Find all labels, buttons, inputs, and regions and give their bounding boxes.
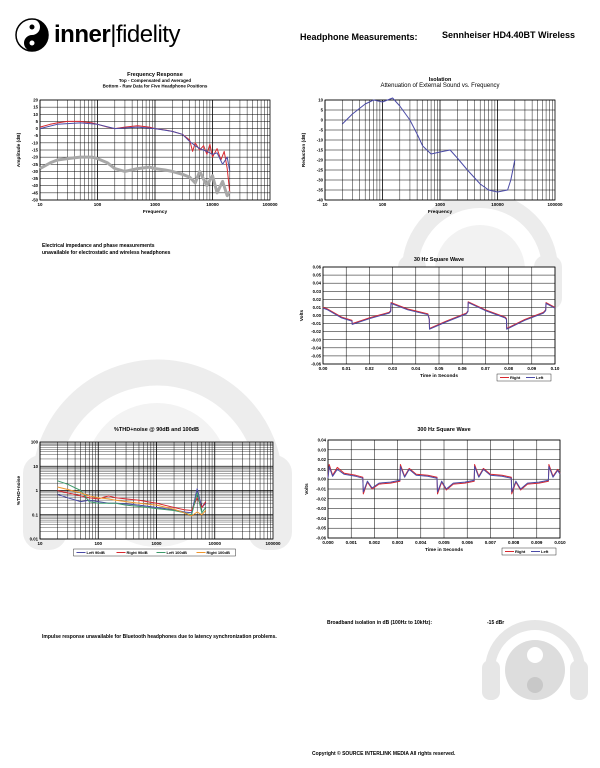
x-tick-label: 0.010 <box>554 540 566 545</box>
x-tick-label: 100 <box>378 202 387 207</box>
x-tick-label: 0.02 <box>365 366 374 371</box>
y-tick-label: 0.04 <box>312 280 321 286</box>
y-tick-label: -50 <box>31 197 38 203</box>
y-tick-label: -10 <box>316 137 323 143</box>
x-tick-label: 1000 <box>434 202 446 207</box>
chart-grid <box>40 100 270 200</box>
impedance-note <box>42 243 170 257</box>
y-tick-label: -45 <box>31 190 38 196</box>
logo <box>15 18 180 52</box>
x-axis-label: Time in Seconds <box>419 374 459 379</box>
chart-title: Frequency Response <box>127 72 183 78</box>
y-tick-label: -20 <box>31 154 38 160</box>
y-tick-label: -0.06 <box>311 361 321 367</box>
y-tick-label: -0.05 <box>316 525 326 531</box>
legend-label: Left <box>541 549 549 554</box>
y-tick-label: -0.01 <box>316 486 326 492</box>
chart-legend <box>502 548 556 555</box>
y-tick-label: 0.02 <box>317 457 326 463</box>
x-tick-label: 10000 <box>208 541 222 546</box>
broadband-isolation-label: Broadband isolation in dB (100Hz to 10kHz): <box>327 620 433 626</box>
y-tick-label: -15 <box>31 147 38 153</box>
x-tick-label: 0.003 <box>391 540 404 545</box>
chart-grid <box>323 267 555 364</box>
x-tick-label: 10 <box>37 541 43 546</box>
y-tick-label: 0.04 <box>317 437 326 443</box>
square-wave-300hz-chart <box>300 425 570 575</box>
isolation-chart <box>300 75 570 225</box>
y-tick-label: 0.00 <box>312 313 321 318</box>
y-tick-label: -15 <box>316 147 323 153</box>
y-tick-label: 15 <box>33 104 38 110</box>
chart-grid <box>40 442 273 539</box>
y-tick-label: 0.03 <box>317 447 326 453</box>
y-axis-label: Reduction (dB) <box>302 132 307 168</box>
x-tick-label: 0.004 <box>415 540 427 545</box>
y-tick-label: 0.01 <box>29 536 38 542</box>
x-tick-label: 0.10 <box>550 366 560 371</box>
legend-label: Right <box>510 375 521 380</box>
x-axis-label: Frequency <box>142 210 168 215</box>
chart-legend <box>74 549 236 556</box>
x-tick-label: 0.00 <box>318 366 328 371</box>
model-name: Sennheiser HD4.40BT Wireless <box>442 30 575 40</box>
y-tick-label: -30 <box>31 168 38 174</box>
y-tick-label: 1 <box>35 488 38 493</box>
y-axis-label: Amplitude (dB) <box>17 132 22 168</box>
chart-subtitle: Bottom - Raw Data for Five Headphone Positions <box>102 83 208 89</box>
y-axis-label: Volts <box>300 309 305 322</box>
y-tick-label: -30 <box>316 177 323 183</box>
y-tick-label: 0.01 <box>317 466 326 472</box>
legend-label: Left <box>536 375 544 380</box>
legend-label: Right <box>515 549 526 554</box>
y-tick-label: 20 <box>33 97 38 103</box>
y-tick-label: -0.02 <box>316 496 326 502</box>
y-tick-label: -35 <box>31 176 38 182</box>
chart-title: Isolation <box>428 77 452 83</box>
y-tick-label: -40 <box>316 197 323 203</box>
chart-subtitle: Top - Compensated and Averaged <box>118 78 192 83</box>
x-tick-label: 10000 <box>206 202 219 207</box>
y-tick-label: 0.06 <box>312 264 321 270</box>
x-tick-label: 0.08 <box>504 366 513 371</box>
x-tick-label: 10000 <box>491 202 504 207</box>
x-tick-label: 0.05 <box>434 366 444 371</box>
impedance-note-line-1: Electrical impedance and phase measurements <box>42 243 155 249</box>
y-tick-label: -20 <box>316 157 323 163</box>
y-tick-label: 0.00 <box>317 476 326 482</box>
y-tick-label: -0.01 <box>311 321 321 327</box>
yin-yang-logo-icon <box>15 18 49 52</box>
x-tick-label: 0.09 <box>527 366 537 371</box>
x-tick-label: 10 <box>37 202 43 207</box>
legend-label: Left 90dB <box>86 550 105 555</box>
legend-label: Right 90dB <box>126 550 148 555</box>
frequency-response-chart <box>10 70 290 230</box>
broadband-isolation-value: -15 dBr <box>487 620 505 626</box>
x-tick-label: 1000 <box>151 541 162 546</box>
copyright: Copyright © SOURCE INTERLINK MEDIA All rights reserved. <box>312 751 456 757</box>
y-tick-label: 0 <box>320 117 323 123</box>
thd-noise-chart <box>10 425 290 575</box>
impedance-note-line-2: unavailable for electrostatic and wireless headphones <box>42 250 171 256</box>
y-tick-label: -0.05 <box>311 353 321 359</box>
y-tick-label: -0.03 <box>316 506 326 512</box>
y-tick-label: 0.01 <box>312 304 321 310</box>
x-tick-label: 100000 <box>262 202 278 207</box>
y-tick-label: 5 <box>320 107 323 113</box>
y-tick-label: -35 <box>316 187 323 193</box>
logo-text-bold: inner <box>54 21 111 48</box>
x-tick-label: 0.005 <box>438 540 450 545</box>
x-tick-label: 1000 <box>149 202 161 207</box>
x-tick-label: 0.008 <box>507 540 520 545</box>
chart-title: %THD+noise @ 90dB and 100dB <box>114 427 199 433</box>
square-wave-30hz-chart <box>300 255 570 395</box>
x-tick-label: 0.001 <box>345 540 357 545</box>
x-tick-label: 0.006 <box>461 540 473 545</box>
x-tick-label: 100 <box>94 541 103 546</box>
legend-label: Left 100dB <box>166 550 187 555</box>
x-tick-label: 10 <box>322 202 328 207</box>
y-tick-label: -0.02 <box>311 329 321 335</box>
impulse-note: Impulse response unavailable for Bluetooth headphones due to latency synchronization problems. <box>42 634 277 640</box>
y-tick-label: 0 <box>35 126 38 132</box>
x-tick-label: 100 <box>93 202 102 207</box>
y-tick-label: -0.06 <box>316 535 326 541</box>
chart-title: 300 Hz Square Wave <box>417 427 471 433</box>
x-tick-label: 0.009 <box>531 540 543 545</box>
y-tick-label: 0.03 <box>312 288 321 294</box>
x-tick-label: 100000 <box>265 541 281 546</box>
y-tick-label: 10 <box>33 111 38 117</box>
chart-legend <box>497 374 551 381</box>
y-tick-label: 10 <box>318 97 323 103</box>
x-tick-label: 0.03 <box>388 366 397 371</box>
chart-subtitle: Attenuation of External Sound vs. Frequency <box>380 83 500 89</box>
x-tick-label: 0.06 <box>457 366 467 371</box>
x-tick-label: 0.002 <box>368 540 381 545</box>
y-tick-label: -0.04 <box>311 345 321 351</box>
y-tick-label: 5 <box>35 118 38 124</box>
page-title: Headphone Measurements: <box>300 32 418 42</box>
x-axis-label: Time in Seconds <box>424 548 464 553</box>
x-tick-label: 0.000 <box>322 540 334 545</box>
x-tick-label: 0.07 <box>481 366 490 371</box>
y-tick-label: 10 <box>33 463 38 469</box>
y-axis-label: Volts <box>305 483 310 495</box>
y-tick-label: -0.03 <box>311 337 321 343</box>
y-tick-label: -0.04 <box>316 515 326 521</box>
legend-label: Right 100dB <box>206 550 230 555</box>
x-tick-label: 0.01 <box>341 366 351 371</box>
y-tick-label: 0.02 <box>312 296 321 302</box>
x-tick-label: 100000 <box>547 202 563 207</box>
watermark-logo-icon <box>480 595 590 720</box>
logo-separator: | <box>110 21 116 48</box>
y-tick-label: -5 <box>34 133 38 139</box>
y-tick-label: -5 <box>319 127 323 133</box>
logo-text-thin: fidelity <box>115 21 180 48</box>
x-tick-label: 0.04 <box>411 366 421 371</box>
y-tick-label: 100 <box>30 439 38 445</box>
chart-grid <box>325 100 555 200</box>
y-axis-label: %THD+noise <box>17 475 22 506</box>
y-tick-label: 0.1 <box>32 512 38 518</box>
x-axis-label: Frequency <box>427 210 453 215</box>
y-tick-label: -40 <box>31 183 38 189</box>
y-tick-label: -25 <box>31 161 38 167</box>
y-tick-label: -10 <box>31 140 38 146</box>
x-tick-label: 0.007 <box>484 540 497 545</box>
y-tick-label: -25 <box>316 167 323 173</box>
y-tick-label: 0.05 <box>312 272 321 278</box>
chart-title: 30 Hz Square Wave <box>413 257 465 263</box>
